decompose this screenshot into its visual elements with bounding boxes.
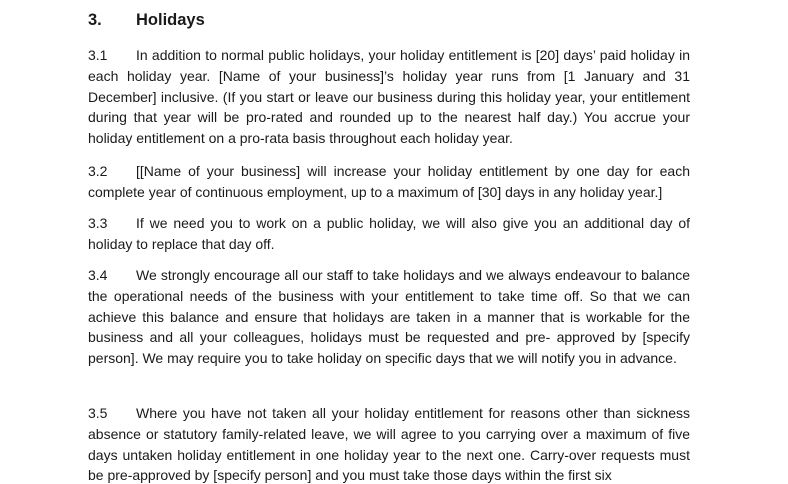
paragraph-text: [[Name of your business] will increase your holiday entitlement by one day for each complete year of continuous employment, up to a maximum of [30] days in any holiday year.] [88, 163, 690, 200]
paragraph-3-3 [88, 213, 690, 255]
paragraph-3-5 [88, 403, 690, 484]
paragraph-3-1 [88, 45, 690, 149]
paragraph-number: 3.5 [88, 405, 108, 421]
paragraph-number: 3.2 [88, 163, 108, 179]
paragraph-number: 3.3 [88, 215, 108, 231]
paragraph-text: Where you have not taken all your holiday entitlement for reasons other than sickness absence or statutory family-related leave, we will agree to you carrying over a maximum of five days untaken holiday entitlement in one holiday year to the next one. Carry-over requests must be pre-approved by [specify person] and you must take those days within the first six [88, 405, 690, 484]
paragraph-3-2 [88, 161, 690, 203]
paragraph-text: In addition to normal public holidays, your holiday entitlement is [20] days’ paid holiday in each holiday year. [Name of your business]’s holiday year runs from [1 January and 31 December] inclusive. (If you start or leave our business during this holiday year, your entitlement during that year will be pro-rated and rounded up to the nearest half day.) You accrue your holiday entitlement on a pro-rata basis throughout each holiday year. [88, 47, 690, 147]
section-number: 3. [88, 11, 102, 29]
paragraph-3-4 [88, 265, 690, 369]
section-heading [88, 9, 205, 31]
section-title: Holidays [136, 11, 205, 29]
paragraph-number: 3.4 [88, 267, 108, 283]
paragraph-number: 3.1 [88, 47, 108, 63]
paragraph-text: We strongly encourage all our staff to take holidays and we always endeavour to balance the operational needs of the business with your entitlement to take time off. So that we can achieve this balance and ensure that holidays are taken in a manner that is workable for the business and all your colleagues, holidays must be requested and pre- approved by [specify person]. We may require you to take holiday on specific days that we will notify you in advance. [88, 267, 690, 367]
paragraph-text: If we need you to work on a public holiday, we will also give you an additional day of holiday to replace that day off. [88, 215, 690, 252]
